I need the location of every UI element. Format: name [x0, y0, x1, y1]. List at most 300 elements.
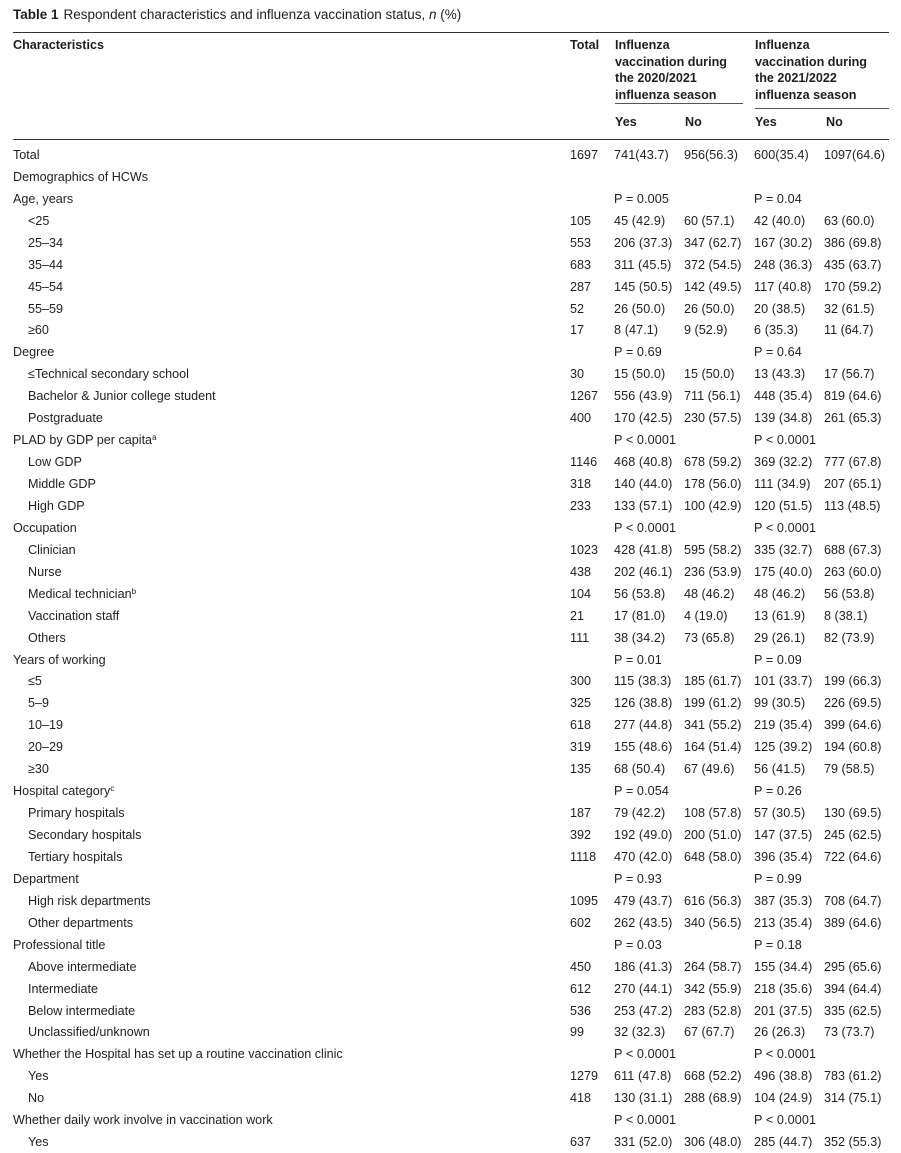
- table-row: [13, 978, 889, 1000]
- total-cell: [570, 802, 614, 824]
- vaccinated-2021-2022-cell-text: 101 (33.7): [754, 674, 813, 689]
- total-cell: [570, 758, 614, 780]
- table-row: [13, 363, 889, 385]
- vaccinated-2020-2021-cell: [614, 539, 684, 561]
- row-label: [13, 846, 570, 868]
- unvaccinated-2020-2021-cell: [684, 495, 754, 517]
- table-row: [13, 495, 889, 517]
- row-label-text: Age, years: [13, 191, 74, 206]
- unvaccinated-2021-2022-cell: [824, 802, 889, 824]
- unvaccinated-2020-2021-cell: [684, 429, 754, 451]
- unvaccinated-2021-2022-cell-text: 11 (64.7): [824, 323, 874, 338]
- unvaccinated-2020-2021-cell: [684, 144, 754, 166]
- vaccinated-2020-2021-cell: [614, 166, 684, 188]
- vaccinated-2021-2022-cell: [754, 868, 824, 890]
- unvaccinated-2021-2022-cell: [824, 1000, 889, 1022]
- vaccinated-2020-2021-cell: [614, 341, 684, 363]
- vaccinated-2020-2021-cell-text: P = 0.93: [614, 871, 662, 886]
- table-row: [13, 298, 889, 320]
- table-row: [13, 671, 889, 693]
- row-label: [13, 385, 570, 407]
- unvaccinated-2021-2022-cell: [824, 144, 889, 166]
- total-cell: [570, 210, 614, 232]
- total-cell-text: 52: [570, 301, 585, 316]
- unvaccinated-2021-2022-cell: [824, 276, 889, 298]
- unvaccinated-2020-2021-cell-text: 595 (58.2): [684, 542, 742, 557]
- table-row: [13, 473, 889, 495]
- unvaccinated-2020-2021-cell: [684, 166, 754, 188]
- vaccinated-2020-2021-cell: [614, 649, 684, 671]
- unvaccinated-2020-2021-cell-text: 230 (57.5): [684, 411, 742, 426]
- vaccinated-2021-2022-cell-text: 387 (35.3): [754, 893, 813, 908]
- vaccinated-2020-2021-cell: [614, 824, 684, 846]
- unvaccinated-2020-2021-cell: [684, 934, 754, 956]
- row-label: [13, 539, 570, 561]
- vaccinated-2020-2021-cell-text: P = 0.005: [614, 191, 669, 206]
- row-label-text: Total: [13, 147, 40, 162]
- vaccinated-2020-2021-cell: [614, 1000, 684, 1022]
- row-label: [13, 671, 570, 693]
- row-label-text: ≥60: [28, 323, 49, 338]
- total-cell: [570, 495, 614, 517]
- unvaccinated-2020-2021-cell: [684, 341, 754, 363]
- table-row: [13, 1109, 889, 1131]
- unvaccinated-2021-2022-cell-text: 17 (56.7): [824, 367, 875, 382]
- vaccinated-2020-2021-cell: [614, 846, 684, 868]
- vaccinated-2020-2021-cell: [614, 320, 684, 342]
- unvaccinated-2021-2022-cell: [824, 429, 889, 451]
- vaccinated-2021-2022-cell: [754, 495, 824, 517]
- row-label-text: 20–29: [28, 740, 64, 755]
- unvaccinated-2020-2021-cell-text: 372 (54.5): [684, 257, 742, 272]
- total-cell: [570, 649, 614, 671]
- total-cell-text: 553: [570, 235, 592, 250]
- row-label-text: Low GDP: [28, 455, 82, 470]
- unvaccinated-2021-2022-cell: [824, 561, 889, 583]
- unvaccinated-2020-2021-cell: [684, 736, 754, 758]
- unvaccinated-2020-2021-cell-text: 164 (51.4): [684, 740, 742, 755]
- season1-subrule: [615, 103, 743, 104]
- vaccinated-2020-2021-cell-text: 38 (34.2): [614, 630, 666, 645]
- unvaccinated-2020-2021-cell: [684, 188, 754, 210]
- unvaccinated-2020-2021-cell-text: 9 (52.9): [684, 323, 728, 338]
- vaccinated-2020-2021-cell-text: 126 (38.8): [614, 696, 673, 711]
- vaccinated-2021-2022-cell: [754, 758, 824, 780]
- vaccinated-2020-2021-cell-text: 17 (81.0): [614, 608, 666, 623]
- table-row: [13, 846, 889, 868]
- unvaccinated-2020-2021-cell-text: 178 (56.0): [684, 477, 742, 492]
- vaccinated-2020-2021-cell-text: P < 0.0001: [614, 433, 677, 448]
- row-label: [13, 978, 570, 1000]
- vaccinated-2021-2022-cell-text: P = 0.26: [754, 784, 802, 799]
- header-season2-line1: Influenza: [755, 38, 810, 52]
- vaccinated-2021-2022-cell: [754, 407, 824, 429]
- total-cell: [570, 276, 614, 298]
- unvaccinated-2020-2021-cell: [684, 714, 754, 736]
- table-row: [13, 583, 889, 605]
- row-label: [13, 517, 570, 539]
- header-season2-line3: the 2021/2022: [755, 71, 837, 85]
- vaccinated-2021-2022-cell-text: 104 (24.9): [754, 1091, 813, 1106]
- row-label-text: Unclassified/unknown: [28, 1025, 150, 1040]
- vaccinated-2021-2022-cell: [754, 956, 824, 978]
- unvaccinated-2021-2022-cell: [824, 736, 889, 758]
- table-row: [13, 780, 889, 802]
- total-cell-text: 287: [570, 279, 592, 294]
- unvaccinated-2020-2021-cell: [684, 846, 754, 868]
- unvaccinated-2021-2022-cell: [824, 407, 889, 429]
- total-cell-text: 105: [570, 213, 592, 228]
- row-label: [13, 934, 570, 956]
- table-row: [13, 341, 889, 363]
- total-cell: [570, 780, 614, 802]
- total-cell-text: 104: [570, 586, 592, 601]
- vaccinated-2020-2021-cell: [614, 934, 684, 956]
- vaccinated-2020-2021-cell: [614, 1022, 684, 1044]
- total-cell-text: 1279: [570, 1069, 599, 1084]
- row-label: [13, 320, 570, 342]
- table-row: [13, 429, 889, 451]
- vaccinated-2020-2021-cell: [614, 627, 684, 649]
- unvaccinated-2020-2021-cell: [684, 692, 754, 714]
- vaccinated-2021-2022-cell: [754, 429, 824, 451]
- vaccinated-2021-2022-cell-text: 42 (40.0): [754, 213, 806, 228]
- unvaccinated-2021-2022-cell: [824, 363, 889, 385]
- table-row: [13, 1000, 889, 1022]
- total-cell-text: 618: [570, 718, 592, 733]
- total-cell: [570, 978, 614, 1000]
- vaccinated-2020-2021-cell: [614, 1109, 684, 1131]
- vaccinated-2020-2021-cell: [614, 890, 684, 912]
- unvaccinated-2020-2021-cell-text: 236 (53.9): [684, 564, 742, 579]
- total-cell-text: 233: [570, 498, 592, 513]
- unvaccinated-2020-2021-cell: [684, 473, 754, 495]
- row-label: [13, 188, 570, 210]
- unvaccinated-2020-2021-cell: [684, 363, 754, 385]
- total-cell: [570, 232, 614, 254]
- unvaccinated-2020-2021-cell: [684, 780, 754, 802]
- vaccinated-2020-2021-cell-text: 26 (50.0): [614, 301, 666, 316]
- vaccinated-2021-2022-cell-text: P = 0.64: [754, 345, 802, 360]
- unvaccinated-2021-2022-cell-text: 82 (73.9): [824, 630, 875, 645]
- total-cell-text: 1146: [570, 455, 598, 470]
- row-label-text: Department: [13, 871, 79, 886]
- unvaccinated-2020-2021-cell-text: 48 (46.2): [684, 586, 735, 601]
- vaccinated-2020-2021-cell-text: P < 0.0001: [614, 1113, 677, 1128]
- total-cell-text: 325: [570, 696, 592, 711]
- vaccinated-2021-2022-cell-text: P < 0.0001: [754, 433, 817, 448]
- unvaccinated-2021-2022-cell: [824, 517, 889, 539]
- unvaccinated-2021-2022-cell-text: 194 (60.8): [824, 740, 882, 755]
- vaccinated-2020-2021-cell-text: 115 (38.3): [614, 674, 672, 689]
- row-label: [13, 451, 570, 473]
- row-label-text: ≤5: [28, 674, 42, 689]
- vaccinated-2020-2021-cell: [614, 780, 684, 802]
- vaccinated-2020-2021-cell: [614, 868, 684, 890]
- row-label-text: Years of working: [13, 652, 106, 667]
- vaccinated-2020-2021-cell-text: 470 (42.0): [614, 849, 673, 864]
- vaccinated-2021-2022-cell-text: 219 (35.4): [754, 718, 813, 733]
- total-cell: [570, 407, 614, 429]
- unvaccinated-2020-2021-cell: [684, 1087, 754, 1109]
- vaccinated-2021-2022-cell-text: P = 0.18: [754, 937, 802, 952]
- vaccinated-2020-2021-cell-text: 202 (46.1): [614, 564, 673, 579]
- unvaccinated-2021-2022-cell: [824, 714, 889, 736]
- vaccinated-2021-2022-cell-text: 6 (35.3): [754, 323, 799, 338]
- unvaccinated-2020-2021-cell: [684, 912, 754, 934]
- vaccinated-2020-2021-cell: [614, 912, 684, 934]
- unvaccinated-2021-2022-cell: [824, 692, 889, 714]
- row-label: [13, 254, 570, 276]
- vaccinated-2020-2021-cell-text: P = 0.01: [614, 652, 662, 667]
- row-label-text: Yes: [28, 1135, 49, 1150]
- vaccinated-2021-2022-cell: [754, 232, 824, 254]
- vaccinated-2020-2021-cell-text: 311 (45.5): [614, 257, 672, 272]
- total-cell: [570, 451, 614, 473]
- vaccinated-2020-2021-cell-text: 277 (44.8): [614, 718, 673, 733]
- total-cell: [570, 1109, 614, 1131]
- row-label: [13, 824, 570, 846]
- header-season1-line3: the 2020/2021: [615, 71, 697, 85]
- vaccinated-2020-2021-cell: [614, 210, 684, 232]
- header-bottom-rule: [13, 139, 889, 140]
- vaccinated-2021-2022-cell: [754, 714, 824, 736]
- total-cell-text: 111: [570, 630, 590, 645]
- vaccinated-2021-2022-cell-text: 396 (35.4): [754, 849, 813, 864]
- top-rule: [13, 32, 889, 33]
- total-cell-text: 21: [570, 608, 585, 623]
- vaccinated-2020-2021-cell: [614, 1087, 684, 1109]
- vaccinated-2020-2021-cell: [614, 385, 684, 407]
- unvaccinated-2021-2022-cell: [824, 671, 889, 693]
- table-row: [13, 649, 889, 671]
- vaccinated-2020-2021-cell: [614, 1131, 684, 1153]
- vaccinated-2021-2022-cell: [754, 385, 824, 407]
- table-row: [13, 692, 889, 714]
- unvaccinated-2021-2022-cell-text: 394 (64.4): [824, 981, 882, 996]
- vaccinated-2021-2022-cell: [754, 978, 824, 1000]
- table-row: [13, 824, 889, 846]
- table-row: [13, 1087, 889, 1109]
- unvaccinated-2020-2021-cell-text: 288 (68.9): [684, 1091, 742, 1106]
- unvaccinated-2020-2021-cell-text: 26 (50.0): [684, 301, 735, 316]
- total-cell: [570, 385, 614, 407]
- unvaccinated-2021-2022-cell-text: 245 (62.5): [824, 828, 882, 843]
- row-label: [13, 1022, 570, 1044]
- vaccinated-2020-2021-cell-text: 556 (43.9): [614, 389, 673, 404]
- vaccinated-2021-2022-cell: [754, 166, 824, 188]
- total-cell: [570, 517, 614, 539]
- vaccinated-2021-2022-cell-text: 448 (35.4): [754, 389, 813, 404]
- footnote-marker: b: [131, 586, 137, 596]
- unvaccinated-2020-2021-cell: [684, 385, 754, 407]
- total-cell-text: 683: [570, 257, 592, 272]
- vaccinated-2021-2022-cell: [754, 1065, 824, 1087]
- header-season1-line4: influenza season: [615, 87, 717, 102]
- vaccinated-2021-2022-cell-text: 29 (26.1): [754, 630, 806, 645]
- vaccinated-2020-2021-cell: [614, 407, 684, 429]
- vaccinated-2020-2021-cell: [614, 144, 684, 166]
- row-label-text: Postgraduate: [28, 411, 103, 426]
- vaccinated-2020-2021-cell-text: 170 (42.5): [614, 411, 673, 426]
- total-cell: [570, 1065, 614, 1087]
- header-season2-line2: vaccination during: [755, 54, 867, 69]
- total-cell-text: 400: [570, 411, 592, 426]
- table-row: [13, 627, 889, 649]
- table-row: [13, 1043, 889, 1065]
- total-cell-text: 30: [570, 367, 585, 382]
- total-cell-text: 418: [570, 1091, 592, 1106]
- vaccinated-2020-2021-cell-text: 145 (50.5): [614, 279, 673, 294]
- total-cell: [570, 363, 614, 385]
- vaccinated-2020-2021-cell-text: P = 0.054: [614, 784, 669, 799]
- total-cell: [570, 956, 614, 978]
- vaccinated-2021-2022-cell: [754, 188, 824, 210]
- row-label: [13, 649, 570, 671]
- row-label: [13, 1000, 570, 1022]
- unvaccinated-2021-2022-cell: [824, 210, 889, 232]
- row-label-text: Clinician: [28, 542, 76, 557]
- unvaccinated-2020-2021-cell: [684, 1131, 754, 1153]
- unvaccinated-2021-2022-cell-text: 435 (63.7): [824, 257, 882, 272]
- total-cell-text: 99: [570, 1025, 585, 1040]
- unvaccinated-2020-2021-cell-text: 15 (50.0): [684, 367, 735, 382]
- row-label: [13, 561, 570, 583]
- unvaccinated-2021-2022-cell: [824, 232, 889, 254]
- row-label-text: Hospital category$^c$: [13, 784, 115, 799]
- row-label-text: Primary hospitals: [28, 806, 125, 821]
- vaccinated-2021-2022-cell-text: 117 (40.8): [754, 279, 812, 294]
- row-label: [13, 429, 570, 451]
- vaccinated-2021-2022-cell-text: 48 (46.2): [754, 586, 806, 601]
- row-label: [13, 210, 570, 232]
- unvaccinated-2020-2021-cell-text: 678 (59.2): [684, 455, 742, 470]
- row-label: [13, 583, 570, 605]
- vaccinated-2021-2022-cell: [754, 780, 824, 802]
- unvaccinated-2021-2022-cell: [824, 1022, 889, 1044]
- unvaccinated-2020-2021-cell: [684, 583, 754, 605]
- vaccinated-2020-2021-cell: [614, 583, 684, 605]
- row-label: [13, 956, 570, 978]
- table-row: [13, 144, 889, 166]
- vaccinated-2021-2022-cell-text: 13 (61.9): [754, 608, 806, 623]
- unvaccinated-2020-2021-cell: [684, 671, 754, 693]
- vaccinated-2021-2022-cell-text: 213 (35.4): [754, 915, 813, 930]
- vaccinated-2021-2022-cell: [754, 473, 824, 495]
- vaccinated-2021-2022-cell-text: P < 0.0001: [754, 520, 817, 535]
- unvaccinated-2021-2022-cell: [824, 780, 889, 802]
- vaccinated-2021-2022-cell: [754, 671, 824, 693]
- vaccinated-2020-2021-cell-text: P < 0.0001: [614, 520, 677, 535]
- table-row: [13, 188, 889, 210]
- vaccinated-2021-2022-cell-text: 57 (30.5): [754, 806, 806, 821]
- row-label-text: Vaccination staff: [28, 608, 120, 623]
- total-cell-text: 17: [570, 323, 585, 338]
- vaccinated-2021-2022-cell-text: 600(35.4): [754, 147, 809, 162]
- unvaccinated-2020-2021-cell-text: 340 (56.5): [684, 915, 742, 930]
- vaccinated-2021-2022-cell-text: 111 (34.9): [754, 477, 811, 492]
- vaccinated-2020-2021-cell-text: 56 (53.8): [614, 586, 666, 601]
- row-label-text: Bachelor & Junior college student: [28, 389, 216, 404]
- vaccinated-2021-2022-cell-text: 218 (35.6): [754, 981, 813, 996]
- row-label: [13, 868, 570, 890]
- total-cell: [570, 627, 614, 649]
- vaccinated-2021-2022-cell-text: P = 0.09: [754, 652, 802, 667]
- header-no-2021: No: [826, 115, 843, 129]
- unvaccinated-2020-2021-cell: [684, 649, 754, 671]
- vaccinated-2021-2022-cell-text: 201 (37.5): [754, 1003, 813, 1018]
- n-symbol: n: [429, 7, 437, 22]
- unvaccinated-2020-2021-cell-text: 341 (55.2): [684, 718, 742, 733]
- row-label-text: Other departments: [28, 915, 133, 930]
- vaccinated-2020-2021-cell-text: 428 (41.8): [614, 542, 673, 557]
- row-label: [13, 1131, 570, 1153]
- vaccinated-2021-2022-cell: [754, 1000, 824, 1022]
- unvaccinated-2021-2022-cell: [824, 890, 889, 912]
- row-label-text: 55–59: [28, 301, 64, 316]
- row-label: [13, 363, 570, 385]
- unvaccinated-2020-2021-cell: [684, 1022, 754, 1044]
- unvaccinated-2021-2022-cell-text: 777 (67.8): [824, 455, 882, 470]
- header-yes-2021: Yes: [755, 115, 777, 129]
- table-row: [13, 736, 889, 758]
- total-cell-text: 187: [570, 806, 592, 821]
- unvaccinated-2020-2021-cell: [684, 539, 754, 561]
- vaccinated-2020-2021-cell: [614, 473, 684, 495]
- vaccinated-2020-2021-cell: [614, 429, 684, 451]
- row-label-text: Tertiary hospitals: [28, 849, 123, 864]
- unvaccinated-2020-2021-cell-text: 668 (52.2): [684, 1069, 742, 1084]
- total-cell: [570, 561, 614, 583]
- unvaccinated-2020-2021-cell: [684, 320, 754, 342]
- vaccinated-2021-2022-cell: [754, 451, 824, 473]
- unvaccinated-2021-2022-cell: [824, 188, 889, 210]
- table-caption: [13, 7, 461, 22]
- vaccinated-2020-2021-cell-text: 611 (47.8): [614, 1069, 672, 1084]
- unvaccinated-2020-2021-cell: [684, 517, 754, 539]
- vaccinated-2021-2022-cell-text: 125 (39.2): [754, 740, 813, 755]
- row-label-text: Others: [28, 630, 66, 645]
- table-row: [13, 956, 889, 978]
- unvaccinated-2021-2022-cell: [824, 1131, 889, 1153]
- vaccinated-2021-2022-cell-text: 155 (34.4): [754, 959, 813, 974]
- unvaccinated-2020-2021-cell: [684, 298, 754, 320]
- unvaccinated-2021-2022-cell: [824, 758, 889, 780]
- vaccinated-2020-2021-cell: [614, 692, 684, 714]
- header-yes-2020: Yes: [615, 115, 637, 129]
- total-cell: [570, 736, 614, 758]
- vaccinated-2021-2022-cell: [754, 934, 824, 956]
- row-label-text: Whether the Hospital has set up a routine vaccination clinic: [13, 1047, 343, 1062]
- row-label: [13, 692, 570, 714]
- row-label-text: ≥30: [28, 762, 49, 777]
- total-cell-text: 1023: [570, 542, 599, 557]
- vaccinated-2021-2022-cell: [754, 890, 824, 912]
- unvaccinated-2020-2021-cell-text: 67 (67.7): [684, 1025, 735, 1040]
- vaccinated-2021-2022-cell-text: 13 (43.3): [754, 367, 806, 382]
- unvaccinated-2021-2022-cell-text: 199 (66.3): [824, 674, 882, 689]
- season2-subrule: [755, 108, 889, 109]
- unvaccinated-2020-2021-cell-text: 4 (19.0): [684, 608, 728, 623]
- table-row: [13, 802, 889, 824]
- unvaccinated-2021-2022-cell-text: 73 (73.7): [824, 1025, 875, 1040]
- vaccinated-2021-2022-cell: [754, 1131, 824, 1153]
- row-label: [13, 912, 570, 934]
- vaccinated-2021-2022-cell: [754, 363, 824, 385]
- row-label-text: PLAD by GDP per capita$^a$: [13, 433, 157, 448]
- row-label-text: High risk departments: [28, 893, 151, 908]
- unvaccinated-2021-2022-cell-text: 8 (38.1): [824, 608, 868, 623]
